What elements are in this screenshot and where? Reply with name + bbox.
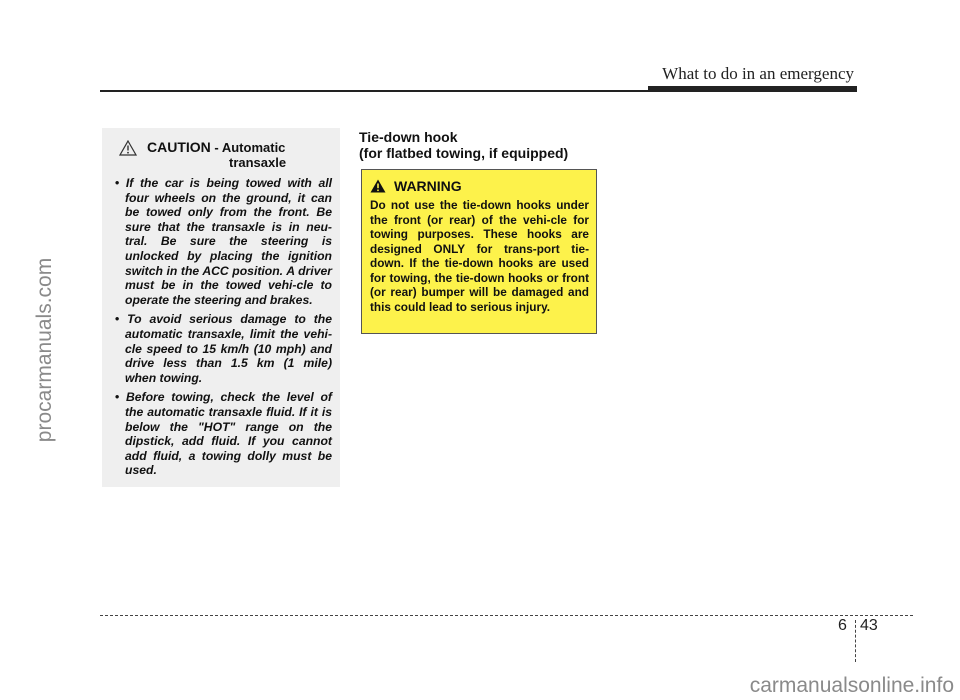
caution-item: • To avoid serious damage to the automatic transaxle, limit the vehi-cle speed to 15 km/h (10 mph) and drive less than 1.5 km (1 mile) when towing. [115, 312, 332, 385]
warning-label: WARNING [394, 178, 462, 194]
section-heading-line2: (for flatbed towing, if equipped) [359, 145, 569, 161]
caution-box [102, 128, 340, 487]
page-number-divider [855, 620, 856, 662]
caution-item: • Before towing, check the level of the automatic transaxle fluid. If it is below the "HOT" range on the dipstick, add fluid. If you cannot add fluid, a towing dolly must be used. [115, 390, 332, 478]
warning-text: Do not use the tie-down hooks under the front (or rear) of the vehi-cle for towing purposes. These hooks are designed ONLY for trans-port tie-down. If the tie-down hooks are used for towing, the tie-down hooks or front (or rear) bumper will be damaged and this could lead to serious injury. [370, 198, 589, 314]
caution-header [115, 140, 332, 170]
warning-box [361, 169, 597, 334]
caution-item: • If the car is being towed with all four wheels on the ground, it can be towed only from the front. Be sure that the transaxle is in neu-tral. Be sure the steering is unlocked by placing the ignition switch in the ACC position. A driver must be in the towed vehi-cle to operate the steering and brakes. [115, 176, 333, 307]
footer-rule [100, 615, 913, 616]
caution-title [147, 140, 286, 170]
section-heading-line1: Tie-down hook [359, 129, 458, 145]
caution-label: CAUTION [147, 139, 211, 155]
caution-title-line2: transaxle [229, 155, 287, 170]
caution-list [115, 176, 332, 478]
page-number: 43 [860, 617, 878, 634]
header-rule-accent [648, 86, 857, 92]
side-watermark: procarmanuals.com [33, 257, 56, 443]
section-heading [359, 129, 568, 161]
caution-title-suffix: - Automatic [210, 140, 286, 155]
chapter-title: What to do in an emergency [662, 64, 854, 83]
bottom-watermark: carmanualsonline.info [749, 674, 954, 697]
warning-triangle-icon [370, 179, 386, 193]
chapter-number: 6 [838, 617, 847, 634]
warning-header [370, 178, 589, 194]
caution-triangle-icon [119, 140, 137, 156]
